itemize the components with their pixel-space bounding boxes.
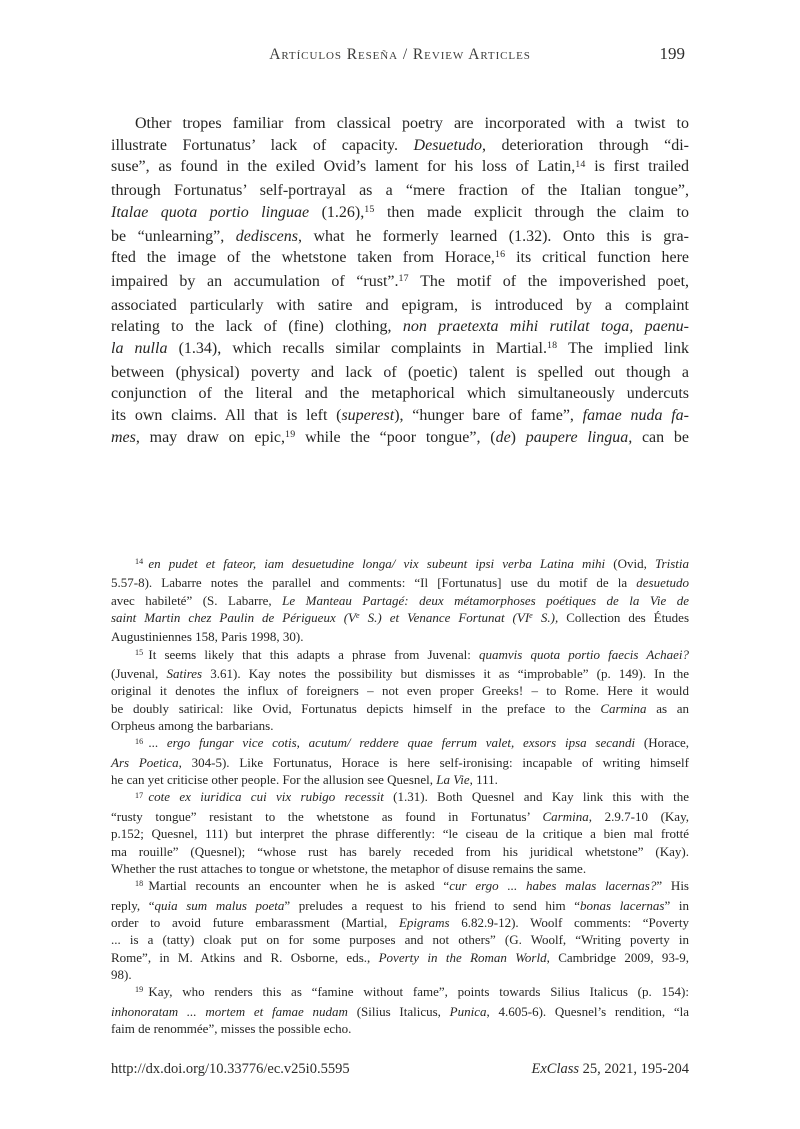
journal-issue: 25, 2021, 195-204 bbox=[579, 1061, 689, 1077]
text-segment: S.) et Venance Fortunat (VI bbox=[359, 610, 530, 626]
text-line bbox=[111, 682, 689, 699]
text-segment: 6.82.9-12). Woolf comments: “Poverty bbox=[449, 914, 689, 930]
text-segment: en pudet et fateor, iam desuetudine longa/ vix subeunt ipsi verba Latina mihi bbox=[148, 556, 606, 571]
text-line bbox=[111, 646, 689, 665]
text-segment: , what he formerly learned (1.32). Onto this is gra- bbox=[297, 227, 689, 245]
text-line bbox=[111, 1020, 689, 1037]
text-segment: , Cambridge 2009, 93-9, bbox=[546, 949, 690, 965]
doi-text: http://dx.doi.org/10.33776/ec.v25i0.5595 bbox=[111, 1061, 350, 1077]
text-segment: (Ovid, bbox=[605, 556, 656, 571]
text-segment: Satires bbox=[166, 666, 203, 682]
text-segment: (Horace, bbox=[635, 735, 690, 751]
text-line bbox=[111, 180, 689, 202]
text-segment: , 111. bbox=[469, 772, 498, 788]
text-line bbox=[111, 316, 689, 338]
text-segment: can be bbox=[632, 428, 690, 446]
text-segment: bonas lacernas bbox=[580, 897, 665, 913]
text-segment: is first trailed bbox=[585, 158, 689, 176]
text-segment: (Juvenal, bbox=[111, 666, 167, 682]
text-segment: its critical function here bbox=[505, 249, 689, 267]
text-segment: Orpheus among the barbarians. bbox=[111, 718, 274, 734]
footnote-marker: 19 bbox=[135, 985, 144, 995]
text-line bbox=[111, 338, 689, 362]
text-segment: Punica bbox=[449, 1003, 487, 1019]
text-line bbox=[111, 966, 689, 983]
text-line bbox=[111, 202, 689, 226]
text-segment: Augustiniennes 158, Paris 1998, 30). bbox=[111, 629, 304, 645]
text-segment: ) bbox=[510, 428, 526, 446]
text-segment: Tristia bbox=[655, 556, 689, 571]
text-segment: quia sum malus poeta bbox=[154, 897, 285, 913]
footnote-marker: e bbox=[529, 611, 533, 621]
text-segment: ), “hunger bare of fame”, bbox=[394, 407, 583, 425]
text-segment: Desuetudo bbox=[413, 136, 482, 154]
text-segment: superest bbox=[341, 407, 395, 425]
text-segment: (1.34), which recalls similar complaints in Martial. bbox=[167, 340, 547, 358]
text-segment: saint Martin chez Paulin de Périgueux (V bbox=[111, 610, 356, 626]
text-segment: reply, “ bbox=[111, 897, 155, 913]
text-segment: be “unlearning”, bbox=[111, 227, 236, 245]
text-line bbox=[111, 113, 689, 135]
footnote-marker: 19 bbox=[285, 429, 296, 441]
text-segment: famae nuda fa- bbox=[582, 407, 689, 425]
page-footer bbox=[111, 1061, 689, 1078]
text-segment: desuetudo bbox=[636, 575, 689, 591]
text-line bbox=[111, 754, 689, 771]
text-line bbox=[111, 226, 689, 248]
text-line bbox=[111, 788, 689, 807]
text-line bbox=[111, 383, 689, 405]
text-segment: original it denotes the influx of foreigners – not even proper Greeks! – to Rome. Here it would bbox=[111, 683, 689, 699]
text-segment: ... bbox=[148, 735, 167, 751]
text-line bbox=[111, 914, 689, 931]
footnote-marker: 16 bbox=[494, 249, 506, 261]
footnote-marker: 14 bbox=[135, 557, 144, 567]
text-segment: (1.31). Both Quesnel and Kay link this with the bbox=[383, 789, 689, 805]
text-line bbox=[111, 771, 689, 788]
text-line bbox=[111, 362, 689, 384]
text-line bbox=[111, 628, 689, 645]
text-line bbox=[111, 700, 689, 717]
text-segment: non praetexta mihi rutilat toga, paenu- bbox=[402, 318, 689, 336]
text-segment: , 304-5). Like Fortunatus, Horace is here self-ironising: incapable of writing himself bbox=[178, 754, 689, 770]
footnote-marker: e bbox=[355, 611, 360, 621]
page-number: 199 bbox=[659, 44, 685, 63]
text-segment: Le Manteau Partagé: deux métamorphoses poétiques de la Vie de bbox=[282, 592, 689, 608]
text-segment: quamvis quota portio faecis Achaei? bbox=[478, 646, 689, 662]
text-line bbox=[111, 860, 689, 877]
page-header bbox=[111, 46, 689, 66]
journal-reference bbox=[532, 1061, 690, 1078]
text-line bbox=[111, 949, 689, 966]
text-line bbox=[111, 825, 689, 842]
text-line bbox=[111, 156, 689, 180]
text-segment: ” preludes a request to his friend to send him “ bbox=[284, 897, 581, 913]
text-segment: avec habileté” (S. Labarre, bbox=[111, 592, 283, 608]
text-segment: , 4.605-6). Quesnel’s rendition, “la bbox=[486, 1003, 689, 1019]
text-segment: 3.61). Kay notes the possibility but dismisses it as “improbable” (p. 149). In the bbox=[202, 666, 690, 682]
text-segment: de bbox=[495, 428, 511, 446]
text-segment: Italae quota portio linguae bbox=[111, 203, 310, 221]
text-segment: The motif of the impoverished poet, bbox=[408, 272, 690, 290]
text-segment: illustrate Fortunatus’ lack of capacity. bbox=[111, 136, 414, 154]
text-segment: Carmina bbox=[542, 808, 589, 824]
text-segment: Carmina bbox=[600, 700, 647, 716]
footnote-marker: 15 bbox=[364, 204, 375, 216]
text-segment: Martial recounts an encounter when he is asked “ bbox=[148, 878, 450, 894]
text-segment: , deterioration through “di- bbox=[481, 136, 689, 154]
text-segment: its own claims. All that is left ( bbox=[111, 407, 342, 425]
text-segment: be doubly satirical: like Ovid, Fortunatus depicts himself in the preface to the bbox=[111, 700, 601, 716]
text-segment: relating to the lack of (fine) clothing, bbox=[111, 318, 403, 336]
body-paragraph bbox=[111, 113, 689, 451]
footnote-marker: 18 bbox=[546, 340, 558, 352]
text-segment: Whether the rust attaches to tongue or whetstone, the metaphor of disuse remains the same. bbox=[111, 860, 587, 876]
text-segment: Epigrams bbox=[398, 914, 450, 930]
text-segment: between (physical) poverty and lack of (poetic) talent is spelled out though a bbox=[111, 363, 689, 381]
text-line bbox=[111, 592, 689, 609]
text-line bbox=[111, 843, 689, 860]
text-segment: La Vie bbox=[436, 772, 470, 788]
text-segment: ” in bbox=[664, 897, 689, 913]
text-segment: Collection des Études bbox=[558, 610, 690, 626]
text-segment: p.152; Quesnel, 111) but interpret the phrase differently: “le ciseau de la critique a bien mal frotté bbox=[111, 826, 689, 842]
running-title: Artículos Reseña / Review Articles bbox=[269, 46, 531, 63]
text-line bbox=[111, 295, 689, 317]
footnotes-block bbox=[111, 555, 689, 1037]
text-line bbox=[111, 574, 689, 591]
text-segment: la nulla bbox=[111, 340, 168, 358]
text-segment: inhonoratam ... mortem et famae nudam bbox=[111, 1003, 348, 1019]
text-segment: faim de renommée”, misses the possible echo. bbox=[111, 1020, 352, 1036]
text-segment: fted the image of the whetstone taken from Horace, bbox=[111, 249, 495, 267]
text-segment: Ars Poetica bbox=[111, 754, 179, 770]
footnote-marker: 18 bbox=[135, 879, 144, 889]
text-segment: Kay, who renders this as “famine without fame”, points towards Silius Italicus (p. 154): bbox=[148, 984, 689, 1000]
text-segment: cote ex iuridica cui vix rubigo recessit bbox=[148, 789, 384, 805]
text-segment: “rusty tongue” resistant to the whetstone as found in Fortunatus’ bbox=[111, 808, 543, 824]
journal-name: ExClass bbox=[531, 1061, 580, 1077]
text-line bbox=[111, 609, 689, 628]
text-segment: Rome”, in M. Atkins and R. Osborne, eds., bbox=[111, 949, 379, 965]
text-segment: It seems likely that this adapts a phrase from Juvenal: bbox=[148, 646, 479, 662]
footnote-marker: 16 bbox=[135, 736, 144, 746]
text-line bbox=[111, 271, 689, 295]
text-segment: , 2.9.7-10 (Kay, bbox=[588, 808, 689, 824]
text-segment: associated particularly with satire and epigram, is introduced by a complaint bbox=[111, 296, 689, 314]
text-segment: ma rouille” (Quesnel); “whose rust has barely receded from his juridical whetstone” (Kay). bbox=[111, 843, 689, 859]
text-segment: 5.57-8). Labarre notes the parallel and comments: “Il [Fortunatus] use du motif de la bbox=[111, 575, 637, 591]
footnote-marker: 17 bbox=[398, 273, 409, 285]
text-segment: suse”, as found in the exiled Ovid’s lament for his loss of Latin, bbox=[111, 158, 576, 176]
text-segment: impaired by an accumulation of “rust”. bbox=[111, 272, 399, 290]
text-line bbox=[111, 665, 689, 682]
footnote-marker: 14 bbox=[575, 158, 586, 170]
text-line bbox=[111, 897, 689, 914]
text-segment: Other tropes familiar from classical poetry are incorporated with a twist to bbox=[135, 115, 689, 132]
text-line bbox=[111, 931, 689, 948]
text-line bbox=[111, 734, 689, 753]
text-segment: S.), bbox=[532, 610, 559, 626]
footnote-marker: 17 bbox=[135, 790, 144, 800]
text-line bbox=[111, 405, 689, 427]
text-segment: order to avoid future embarassment (Martial, bbox=[111, 914, 399, 930]
text-segment: he can yet criticise other people. For the allusion see Quesnel, bbox=[111, 772, 437, 788]
text-segment: paupere lingua, bbox=[525, 428, 633, 446]
text-segment: (Silius Italicus, bbox=[347, 1003, 450, 1019]
text-segment: then made explicit through the claim to bbox=[374, 203, 690, 221]
text-line bbox=[111, 135, 689, 157]
text-segment: cur ergo ... habes malas lacernas? bbox=[449, 878, 657, 894]
text-segment: The implied link bbox=[557, 340, 689, 358]
text-segment: through Fortunatus’ self-portrayal as a “mere fraction of the Italian tongue”, bbox=[111, 182, 689, 200]
text-segment: ergo fungar vice cotis, acutum/ reddere quae ferrum valet, exsors ipsa secandi bbox=[166, 735, 636, 751]
text-segment: Poverty in the Roman World bbox=[378, 949, 547, 965]
text-segment: as an bbox=[646, 700, 689, 716]
text-line bbox=[111, 808, 689, 825]
text-line bbox=[111, 427, 689, 451]
text-segment: , may draw on epic, bbox=[135, 428, 286, 446]
text-line bbox=[111, 247, 689, 271]
text-segment: ... is a (tatty) cloak put on for some purposes and not others” (G. Woolf, “Writing poverty in bbox=[111, 932, 689, 948]
text-segment: conjunction of the literal and the metaphorical which simultaneously undercuts bbox=[111, 385, 689, 403]
text-line bbox=[111, 983, 689, 1002]
text-segment: (1.26), bbox=[309, 203, 365, 221]
text-segment: mes bbox=[111, 428, 136, 446]
text-line bbox=[111, 1003, 689, 1020]
text-segment: dediscens bbox=[235, 227, 298, 245]
text-line bbox=[111, 717, 689, 734]
text-line bbox=[111, 555, 689, 574]
footnote-marker: 15 bbox=[135, 647, 144, 657]
text-segment: 98). bbox=[111, 966, 132, 982]
text-segment: while the “poor tongue”, ( bbox=[295, 428, 496, 446]
text-line bbox=[111, 877, 689, 896]
text-segment: ” His bbox=[656, 878, 689, 894]
